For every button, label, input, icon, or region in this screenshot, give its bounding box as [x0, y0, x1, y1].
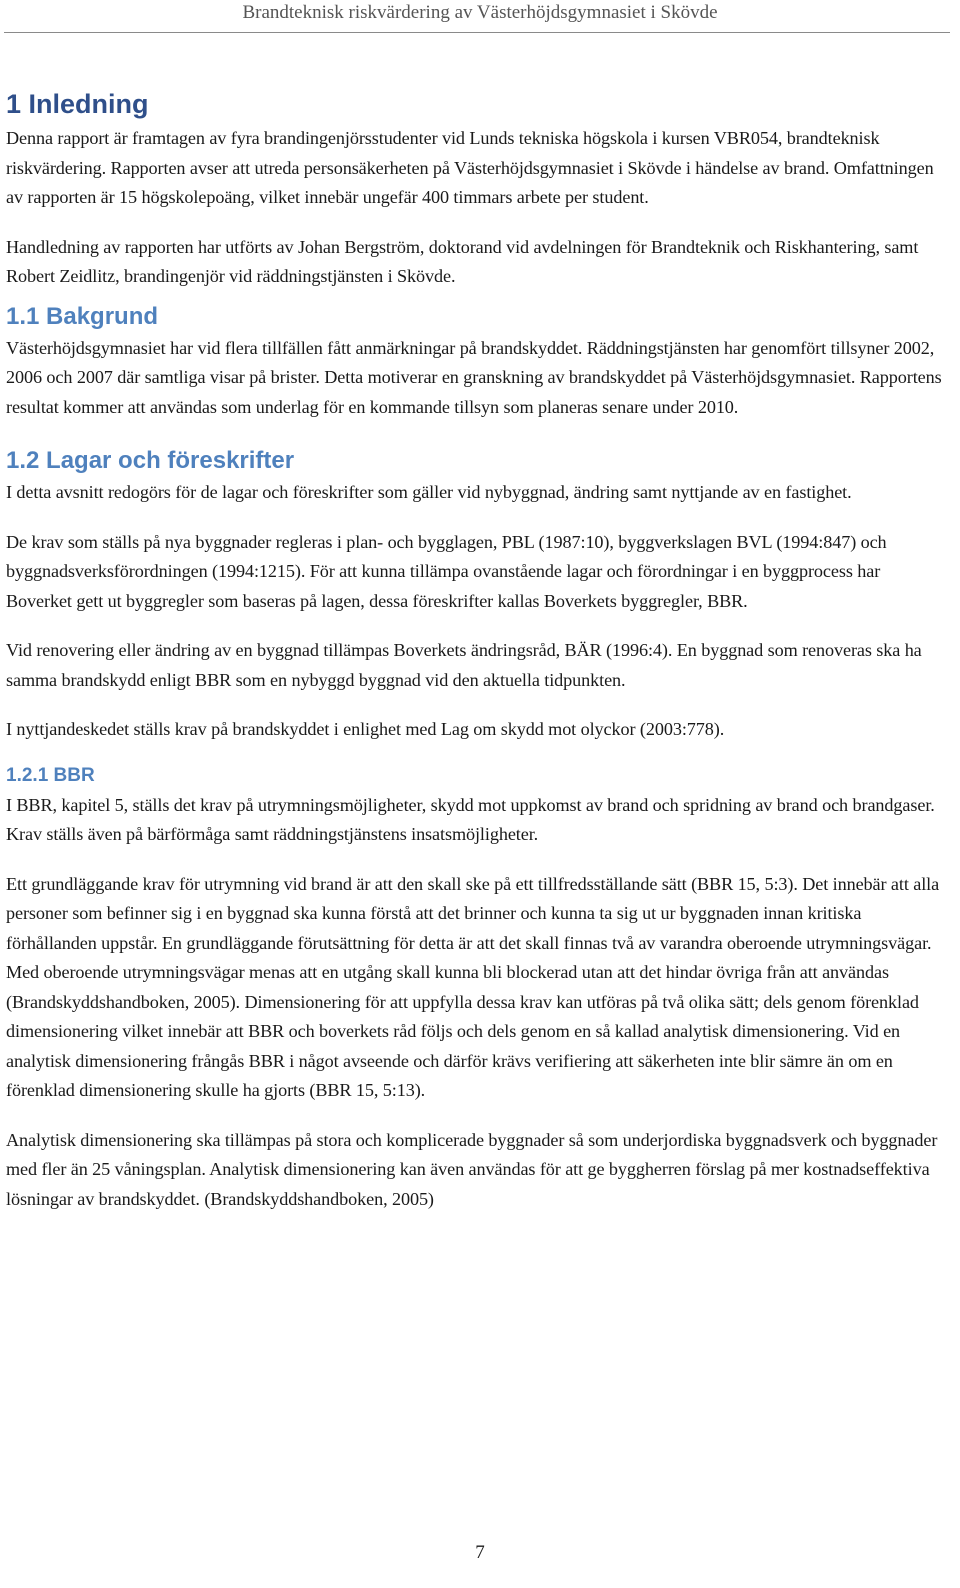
paragraph: Ett grundläggande krav för utrymning vid brand är att den skall ske på ett tillfredsställande sätt (BBR 15, 5:3). Det innebär att alla personer som befinner sig i en byggnad ska kunna förstå att det brinner och kunna ta sig ut ur byggnaden innan kritiska förhållanden uppstår. En grundläggande förutsättning för detta är att det skall finnas två av varandra oberoende utrymningsvägar. Med oberoende utrymningsvägar menas att en utgång skall kunna bli blockerad utan att det hindar övriga från att användas (Brandskyddshandboken, 2005). Dimensionering för att uppfylla dessa krav kan utföras på två olika sätt; dels genom förenklad dimensionering vilket innebär att BBR och boverkets råd följs och dels genom en så kallad analytisk dimensionering. Vid en analytisk dimensionering frångås BBR i något avseende och därför krävs verifiering att säkerheten inte blir sämre än om en förenklad dimensionering skulle ha gjorts (BBR 15, 5:13). — [6, 873, 940, 1100]
paragraph: Denna rapport är framtagen av fyra brandingenjörsstudenter vid Lunds tekniska högskola i kursen VBR054, brandteknisk riskvärdering. Rapporten avser att utreda personsäkerheten på Västerhöjdsgymnasiet i Skövde i händelse av brand. Omfattningen av rapporten är 15 högskolepoäng, vilket innebär ungefär 400 timmars arbete per student. — [6, 128, 934, 207]
paragraph: Västerhöjdsgymnasiet har vid flera tillfällen fått anmärkningar på brandskyddet. Räddningstjänsten har genomfört tillsyner 2002, 2006 och 2007 där samtliga visar på brister. Detta motiverar en granskning av brandskyddet på Västerhöjdsgymnasiet. Rapportens resultat kommer att användas som underlag för en kommande tillsyn som planeras senare under 2010. — [6, 337, 942, 417]
heading-bbr: 1.2.1 BBR — [6, 764, 95, 786]
page-body — [6, 84, 946, 1234]
paragraph: Handledning av rapporten har utförts av Johan Bergström, doktorand vid avdelningen för Brandteknik och Riskhantering, samt Robert Zeidlitz, brandingenjör vid räddningstjänsten i Skövde. — [6, 236, 919, 286]
running-header: Brandteknisk riskvärdering av Västerhöjdsgymnasiet i Skövde — [242, 2, 718, 23]
paragraph: De krav som ställs på nya byggnader regleras i plan- och bygglagen, PBL (1987:10), byggverkslagen BVL (1994:847) och byggnadsverksförordningen (1994:1215). För att kunna tillämpa ovanstående lagar och förordningar i en byggprocess har Boverket gett ut byggregler som baseras på lagen, dessa föreskrifter kallas Boverkets byggregler, BBR. — [6, 531, 887, 611]
paragraph: I nyttjandeskedet ställs krav på brandskyddet i enlighet med Lag om skydd mot olyckor (2003:778). — [6, 719, 725, 739]
paragraph: Analytisk dimensionering ska tillämpas på stora och komplicerade byggnader så som underjordiska byggnadsverk och byggnader med fler än 25 våningsplan. Analytisk dimensionering kan även användas för att ge byggherren förslag på mer kostnadseffektiva lösningar av brandskyddet. (Brandskyddshandboken, 2005) — [6, 1129, 938, 1209]
header-divider — [4, 32, 950, 33]
paragraph: I BBR, kapitel 5, ställs det krav på utrymningsmöjligheter, skydd mot uppkomst av brand och spridning av brand och brandgaser. Krav ställs även på bärförmåga samt räddningstjänstens insatsmöjligheter. — [6, 794, 935, 844]
paragraph: Vid renovering eller ändring av en byggnad tillämpas Boverkets ändringsråd, BÄR (1996:4). En byggnad som renoveras ska ha samma brandskydd enligt BBR som en nybyggd byggnad vid den aktuella tidpunkten. — [6, 640, 922, 690]
page-number: 7 — [475, 1542, 485, 1563]
heading-inledning: 1 Inledning — [6, 89, 149, 119]
paragraph: I detta avsnitt redogörs för de lagar och föreskrifter som gäller vid nybyggnad, ändring samt nyttjande av en fastighet. — [6, 482, 852, 502]
heading-bakgrund: 1.1 Bakgrund — [6, 302, 159, 330]
heading-lagar-och-foreskrifter: 1.2 Lagar och föreskrifter — [6, 447, 295, 474]
